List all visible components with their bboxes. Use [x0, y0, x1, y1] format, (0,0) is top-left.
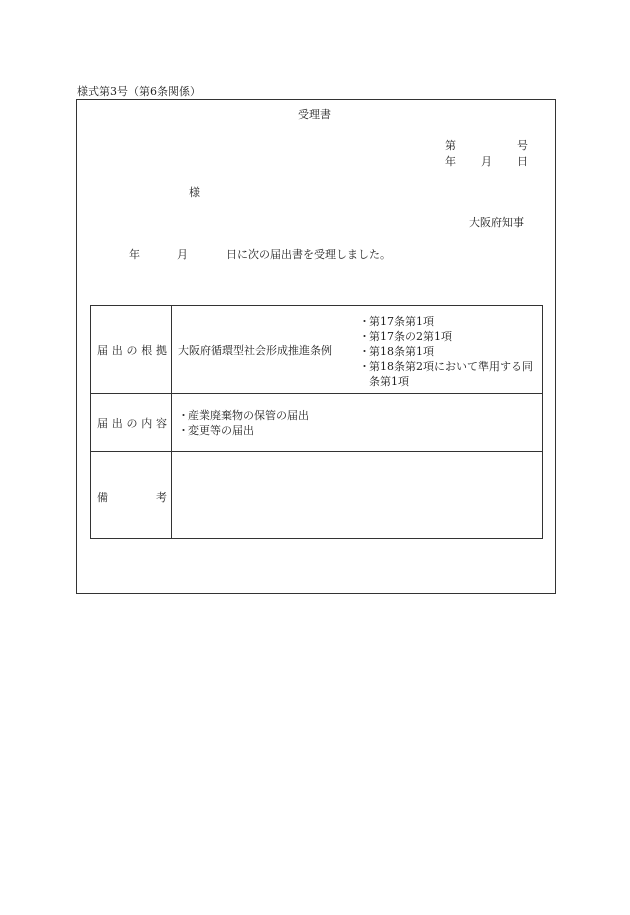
contents-label: 届 出 の 内 容: [97, 417, 167, 430]
list-item: ・第17条の2第1項: [359, 330, 452, 343]
receipt-statement: 日に次の届出書を受理しました。: [226, 248, 391, 261]
form-number-label: 様式第3号（第6条関係）: [77, 85, 201, 98]
list-item-continuation: 条第1項: [369, 375, 409, 388]
notification-table: [90, 305, 543, 539]
document-number-suffix: 号: [517, 139, 528, 152]
receipt-date-month: 月: [177, 248, 188, 261]
contents-list: [178, 408, 309, 438]
issuer-name: 大阪府知事: [469, 216, 524, 229]
document-number-prefix: 第: [445, 139, 456, 152]
basis-law-name: 大阪府循環型社会形成推進条例: [178, 344, 332, 357]
list-item: ・第18条第1項: [359, 345, 434, 358]
list-item: ・変更等の届出: [178, 424, 254, 437]
remarks-label: 備 考: [97, 491, 167, 504]
receipt-date-year: 年: [129, 248, 140, 261]
issue-date-month: 月: [481, 155, 492, 168]
addressee-honorific: 様: [189, 186, 200, 199]
issue-date-day: 日: [517, 155, 528, 168]
issue-date-year: 年: [445, 155, 456, 168]
table-column-divider: [171, 306, 172, 538]
table-row-divider: [91, 393, 542, 394]
list-item: ・第17条第1項: [359, 315, 434, 328]
document-title: 受理書: [298, 108, 331, 121]
basis-label: 届 出 の 根 拠: [97, 344, 167, 357]
basis-article-list: [359, 314, 533, 389]
list-item: ・産業廃棄物の保管の届出: [178, 409, 309, 422]
list-item: ・第18条第2項において準用する同: [359, 360, 533, 373]
table-row-divider: [91, 451, 542, 452]
